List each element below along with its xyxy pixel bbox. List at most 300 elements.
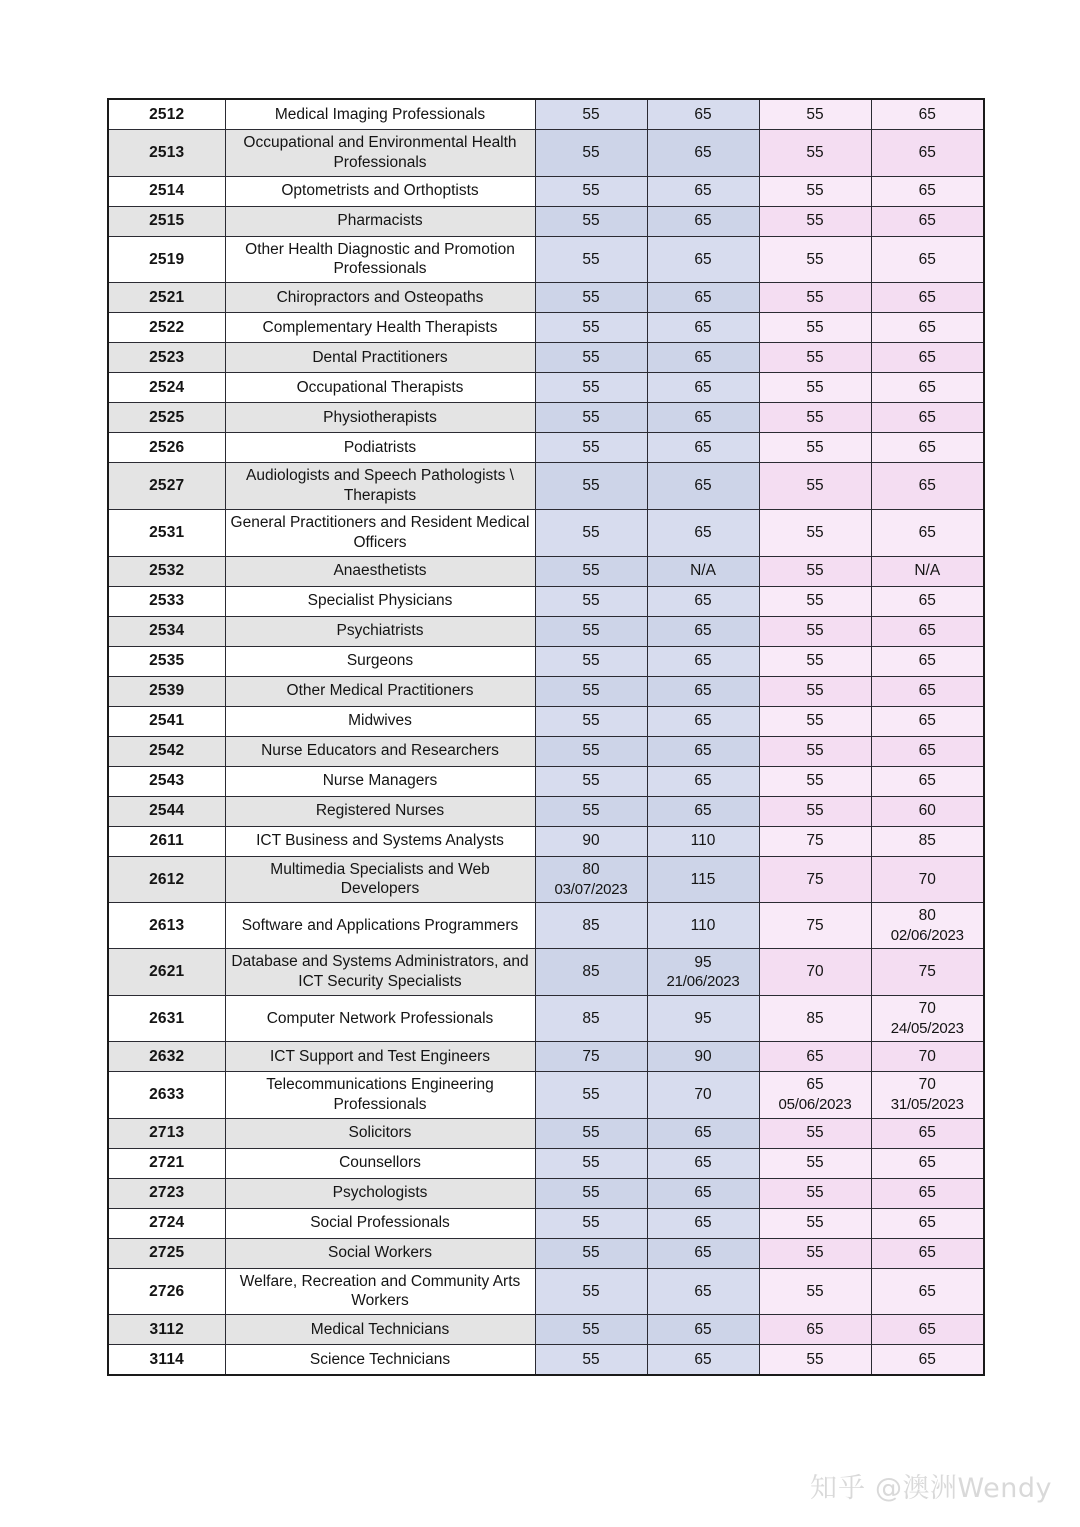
cell-value: 55 [582, 1244, 600, 1262]
zhihu-logo: 知乎 [810, 1473, 867, 1504]
cell-d2 [647, 206, 759, 236]
cell-value: 55 [582, 182, 600, 200]
cell-value: 55 [806, 622, 824, 640]
cell-d4 [871, 403, 984, 433]
cell-value: 65 [918, 772, 936, 790]
cell-value: 55 [806, 802, 824, 820]
cell-occupation-code: 2513 [108, 130, 225, 177]
cell-d1 [535, 99, 647, 130]
cell-occupation-name: Chiropractors and Osteopaths [225, 283, 535, 313]
cell-d3 [759, 509, 871, 556]
cell-value: 65 [694, 652, 712, 670]
cell-d3 [759, 463, 871, 510]
cell-value: 55 [806, 742, 824, 760]
table-row [108, 616, 984, 646]
cell-d1 [535, 1315, 647, 1345]
cell-occupation-code: 2523 [108, 343, 225, 373]
cell-d2 [647, 796, 759, 826]
cell-date: 05/06/2023 [778, 1096, 852, 1114]
cell-d2 [647, 646, 759, 676]
table-row [108, 1238, 984, 1268]
cell-d3 [759, 1041, 871, 1071]
cell-value: 65 [694, 408, 712, 426]
cell-d4 [871, 176, 984, 206]
cell-value: 65 [694, 802, 712, 820]
cell-occupation-code: 2531 [108, 509, 225, 556]
cell-value: 65 [918, 622, 936, 640]
table-row [108, 995, 984, 1041]
table-row [108, 736, 984, 766]
table-row [108, 403, 984, 433]
cell-d3 [759, 616, 871, 646]
cell-occupation-code: 2524 [108, 373, 225, 403]
cell-d3 [759, 206, 871, 236]
cell-d2 [647, 1178, 759, 1208]
cell-d4 [871, 826, 984, 856]
cell-d2 [647, 176, 759, 206]
cell-value: 65 [694, 182, 712, 200]
cell-occupation-name: Psychiatrists [225, 616, 535, 646]
cell-d1 [535, 903, 647, 949]
cell-value: 65 [694, 250, 712, 268]
occupation-table-container [107, 98, 983, 1376]
cell-d4 [871, 556, 984, 586]
cell-value: 55 [806, 288, 824, 306]
cell-occupation-name: Occupational Therapists [225, 373, 535, 403]
cell-d4 [871, 1208, 984, 1238]
cell-value: 65 [694, 143, 712, 161]
cell-d2 [647, 99, 759, 130]
cell-d1 [535, 826, 647, 856]
cell-d4 [871, 1315, 984, 1345]
cell-value: 65 [694, 1184, 712, 1202]
cell-value: 55 [806, 1350, 824, 1368]
cell-d3 [759, 1118, 871, 1148]
cell-occupation-code: 2621 [108, 949, 225, 996]
cell-d4 [871, 1071, 984, 1118]
cell-d1 [535, 343, 647, 373]
cell-occupation-name: Anaesthetists [225, 556, 535, 586]
cell-value: 65 [918, 682, 936, 700]
cell-d3 [759, 1238, 871, 1268]
cell-value: 55 [806, 1154, 824, 1172]
cell-occupation-name: Dental Practitioners [225, 343, 535, 373]
cell-d3 [759, 313, 871, 343]
cell-date: 24/05/2023 [890, 1019, 964, 1037]
cell-value: 65 [694, 682, 712, 700]
cell-value: 65 [694, 378, 712, 396]
cell-occupation-name: Audiologists and Speech Pathologists \ Therapists [225, 463, 535, 510]
cell-d4 [871, 283, 984, 313]
cell-value: 55 [806, 652, 824, 670]
cell-occupation-name: Optometrists and Orthoptists [225, 176, 535, 206]
cell-value: 55 [582, 212, 600, 230]
cell-value: 65 [806, 1076, 824, 1094]
table-row [108, 509, 984, 556]
cell-value: 55 [582, 712, 600, 730]
cell-value: 55 [582, 742, 600, 760]
cell-value: 65 [694, 348, 712, 366]
cell-occupation-name: Nurse Managers [225, 766, 535, 796]
cell-value: 65 [694, 318, 712, 336]
cell-d1 [535, 509, 647, 556]
cell-value: 65 [694, 712, 712, 730]
cell-value: 55 [582, 348, 600, 366]
cell-value: 55 [582, 682, 600, 700]
table-row [108, 373, 984, 403]
cell-d1 [535, 995, 647, 1041]
cell-d2 [647, 1208, 759, 1238]
cell-value: 65 [694, 523, 712, 541]
cell-value: 65 [918, 288, 936, 306]
cell-value: 55 [582, 1350, 600, 1368]
cell-value: 65 [918, 1282, 936, 1300]
cell-d4 [871, 373, 984, 403]
cell-value: 65 [694, 288, 712, 306]
cell-d1 [535, 283, 647, 313]
cell-occupation-name: Telecommunications Engineering Professionals [225, 1071, 535, 1118]
cell-value: 85 [582, 1009, 600, 1027]
cell-d3 [759, 856, 871, 903]
cell-d1 [535, 206, 647, 236]
cell-occupation-name: General Practitioners and Resident Medical Officers [225, 509, 535, 556]
table-row [108, 1208, 984, 1238]
cell-d4 [871, 343, 984, 373]
cell-occupation-code: 2613 [108, 903, 225, 949]
cell-value: 85 [918, 832, 936, 850]
cell-occupation-code: 2525 [108, 403, 225, 433]
cell-value: 65 [918, 182, 936, 200]
cell-date: 03/07/2023 [554, 880, 628, 898]
cell-d4 [871, 433, 984, 463]
cell-occupation-name: Pharmacists [225, 206, 535, 236]
cell-occupation-code: 2535 [108, 646, 225, 676]
cell-value: 65 [694, 1154, 712, 1172]
cell-occupation-name: Computer Network Professionals [225, 995, 535, 1041]
cell-value: 65 [694, 1282, 712, 1300]
cell-d2 [647, 766, 759, 796]
cell-d1 [535, 949, 647, 996]
cell-value: 65 [918, 105, 936, 123]
cell-occupation-code: 2543 [108, 766, 225, 796]
cell-value: 55 [582, 105, 600, 123]
cell-d4 [871, 99, 984, 130]
cell-d2 [647, 283, 759, 313]
table-row [108, 283, 984, 313]
table-row [108, 1268, 984, 1315]
cell-d3 [759, 403, 871, 433]
cell-d2 [647, 509, 759, 556]
table-row [108, 343, 984, 373]
cell-d1 [535, 616, 647, 646]
cell-value: 55 [806, 378, 824, 396]
cell-d1 [535, 766, 647, 796]
cell-occupation-name: Nurse Educators and Researchers [225, 736, 535, 766]
cell-occupation-code: 2512 [108, 99, 225, 130]
cell-value: 55 [806, 143, 824, 161]
cell-occupation-code: 2726 [108, 1268, 225, 1315]
cell-value: 65 [694, 1244, 712, 1262]
cell-value: 65 [694, 742, 712, 760]
cell-value: 55 [582, 1124, 600, 1142]
cell-value: 65 [694, 212, 712, 230]
cell-value: 80 [918, 907, 936, 925]
table-row [108, 796, 984, 826]
table-row [108, 176, 984, 206]
cell-occupation-name: Specialist Physicians [225, 586, 535, 616]
cell-value: 55 [806, 1282, 824, 1300]
cell-occupation-code: 2521 [108, 283, 225, 313]
cell-value: N/A [690, 562, 716, 580]
cell-value: 75 [582, 1047, 600, 1065]
cell-occupation-name: Counsellors [225, 1148, 535, 1178]
cell-occupation-name: Other Health Diagnostic and Promotion Professionals [225, 236, 535, 283]
cell-d3 [759, 1208, 871, 1238]
cell-d4 [871, 1178, 984, 1208]
cell-d1 [535, 313, 647, 343]
cell-d3 [759, 556, 871, 586]
cell-value: 55 [582, 772, 600, 790]
cell-d4 [871, 236, 984, 283]
table-row [108, 313, 984, 343]
cell-value: 70 [918, 1076, 936, 1094]
cell-d2 [647, 903, 759, 949]
cell-d4 [871, 616, 984, 646]
cell-value: 55 [806, 318, 824, 336]
cell-d1 [535, 556, 647, 586]
cell-value: 55 [582, 438, 600, 456]
cell-d4 [871, 1041, 984, 1071]
cell-value: 55 [806, 523, 824, 541]
cell-d4 [871, 586, 984, 616]
cell-d4 [871, 206, 984, 236]
table-body [108, 99, 984, 1375]
cell-value: 65 [918, 348, 936, 366]
cell-d2 [647, 856, 759, 903]
cell-occupation-code: 2725 [108, 1238, 225, 1268]
cell-d2 [647, 1118, 759, 1148]
cell-d4 [871, 995, 984, 1041]
table-row [108, 586, 984, 616]
cell-value: 65 [918, 250, 936, 268]
cell-d2 [647, 949, 759, 996]
cell-d1 [535, 463, 647, 510]
cell-value: 55 [806, 250, 824, 268]
cell-occupation-code: 2721 [108, 1148, 225, 1178]
cell-d1 [535, 1118, 647, 1148]
cell-d1 [535, 236, 647, 283]
cell-value: 110 [690, 916, 716, 934]
cell-d1 [535, 1178, 647, 1208]
cell-d4 [871, 1148, 984, 1178]
cell-d2 [647, 1315, 759, 1345]
cell-value: 65 [694, 592, 712, 610]
cell-value: 55 [806, 182, 824, 200]
cell-value: 55 [806, 408, 824, 426]
cell-d1 [535, 586, 647, 616]
cell-occupation-code: 2534 [108, 616, 225, 646]
cell-d3 [759, 646, 871, 676]
cell-d2 [647, 343, 759, 373]
cell-value: 85 [582, 963, 600, 981]
cell-occupation-name: Other Medical Practitioners [225, 676, 535, 706]
cell-occupation-name: Social Workers [225, 1238, 535, 1268]
table-row [108, 706, 984, 736]
table-row [108, 1315, 984, 1345]
cell-occupation-name: Medical Imaging Professionals [225, 99, 535, 130]
cell-occupation-code: 2526 [108, 433, 225, 463]
cell-d3 [759, 1148, 871, 1178]
cell-occupation-code: 2519 [108, 236, 225, 283]
cell-d2 [647, 1071, 759, 1118]
cell-value: 55 [582, 378, 600, 396]
cell-value: 65 [694, 1350, 712, 1368]
cell-occupation-code: 2612 [108, 856, 225, 903]
cell-value: 80 [582, 860, 600, 878]
watermark-handle: @澳洲Wendy [875, 1473, 1052, 1504]
cell-d1 [535, 706, 647, 736]
cell-value: 65 [694, 477, 712, 495]
cell-d2 [647, 130, 759, 177]
cell-occupation-name: Social Professionals [225, 1208, 535, 1238]
cell-d3 [759, 949, 871, 996]
cell-value: N/A [914, 562, 941, 580]
cell-d3 [759, 1071, 871, 1118]
table-row [108, 1345, 984, 1376]
cell-value: 55 [582, 592, 600, 610]
cell-d4 [871, 1345, 984, 1376]
cell-value: 65 [918, 652, 936, 670]
cell-occupation-name: Science Technicians [225, 1345, 535, 1376]
cell-d1 [535, 373, 647, 403]
cell-value: 55 [806, 682, 824, 700]
cell-d1 [535, 1238, 647, 1268]
cell-value: 55 [582, 562, 600, 580]
cell-occupation-code: 2632 [108, 1041, 225, 1071]
cell-occupation-code: 2724 [108, 1208, 225, 1238]
cell-value: 65 [918, 1244, 936, 1262]
cell-value: 55 [806, 348, 824, 366]
cell-date: 21/06/2023 [666, 973, 740, 991]
cell-value: 55 [582, 477, 600, 495]
cell-d4 [871, 1118, 984, 1148]
cell-d3 [759, 176, 871, 206]
cell-value: 55 [582, 1154, 600, 1172]
cell-value: 65 [918, 477, 936, 495]
cell-value: 65 [694, 622, 712, 640]
cell-d3 [759, 995, 871, 1041]
cell-value: 55 [582, 1085, 600, 1103]
cell-d1 [535, 176, 647, 206]
cell-value: 55 [582, 622, 600, 640]
cell-value: 55 [806, 105, 824, 123]
cell-d2 [647, 1041, 759, 1071]
cell-value: 70 [918, 999, 936, 1017]
cell-d4 [871, 1238, 984, 1268]
cell-d1 [535, 403, 647, 433]
cell-d1 [535, 796, 647, 826]
table-row [108, 646, 984, 676]
cell-occupation-code: 2723 [108, 1178, 225, 1208]
cell-value: 55 [582, 1214, 600, 1232]
cell-value: 65 [918, 212, 936, 230]
cell-d2 [647, 616, 759, 646]
cell-value: 65 [918, 438, 936, 456]
cell-occupation-code: 2527 [108, 463, 225, 510]
cell-d1 [535, 1071, 647, 1118]
cell-value: 65 [918, 592, 936, 610]
cell-value: 75 [806, 832, 824, 850]
cell-value: 90 [582, 832, 600, 850]
cell-occupation-name: Database and Systems Administrators, and ICT Security Specialists [225, 949, 535, 996]
cell-value: 65 [918, 318, 936, 336]
table-row [108, 826, 984, 856]
cell-occupation-name: Midwives [225, 706, 535, 736]
cell-d1 [535, 1041, 647, 1071]
cell-occupation-code: 2541 [108, 706, 225, 736]
cell-value: 55 [806, 592, 824, 610]
cell-d4 [871, 313, 984, 343]
cell-d2 [647, 463, 759, 510]
cell-occupation-code: 2631 [108, 995, 225, 1041]
cell-value: 75 [918, 963, 936, 981]
cell-d4 [871, 509, 984, 556]
cell-occupation-name: ICT Business and Systems Analysts [225, 826, 535, 856]
cell-value: 55 [582, 652, 600, 670]
cell-d3 [759, 433, 871, 463]
cell-value: 55 [582, 1282, 600, 1300]
cell-value: 75 [806, 916, 824, 934]
table-row [108, 433, 984, 463]
cell-d3 [759, 736, 871, 766]
cell-d3 [759, 236, 871, 283]
cell-value: 65 [918, 1350, 936, 1368]
cell-occupation-code: 3112 [108, 1315, 225, 1345]
cell-occupation-name: Welfare, Recreation and Community Arts Workers [225, 1268, 535, 1315]
cell-d3 [759, 1315, 871, 1345]
cell-d3 [759, 676, 871, 706]
cell-d4 [871, 706, 984, 736]
cell-d4 [871, 736, 984, 766]
cell-value: 65 [918, 1154, 936, 1172]
cell-d3 [759, 796, 871, 826]
cell-d2 [647, 1238, 759, 1268]
occupation-points-table [107, 98, 985, 1376]
cell-occupation-name: Podiatrists [225, 433, 535, 463]
cell-d1 [535, 1208, 647, 1238]
cell-occupation-name: Solicitors [225, 1118, 535, 1148]
cell-value: 95 [694, 953, 712, 971]
cell-d2 [647, 1345, 759, 1376]
cell-value: 115 [690, 870, 716, 888]
cell-d3 [759, 903, 871, 949]
cell-d2 [647, 1268, 759, 1315]
cell-occupation-name: Multimedia Specialists and Web Developers [225, 856, 535, 903]
table-row [108, 1118, 984, 1148]
cell-d4 [871, 1268, 984, 1315]
cell-occupation-code: 3114 [108, 1345, 225, 1376]
cell-occupation-name: Registered Nurses [225, 796, 535, 826]
cell-value: 65 [918, 1184, 936, 1202]
cell-d4 [871, 766, 984, 796]
cell-value: 60 [918, 802, 936, 820]
cell-value: 55 [582, 802, 600, 820]
cell-d3 [759, 1268, 871, 1315]
cell-value: 65 [694, 438, 712, 456]
cell-d1 [535, 646, 647, 676]
cell-d4 [871, 646, 984, 676]
cell-value: 65 [918, 1124, 936, 1142]
